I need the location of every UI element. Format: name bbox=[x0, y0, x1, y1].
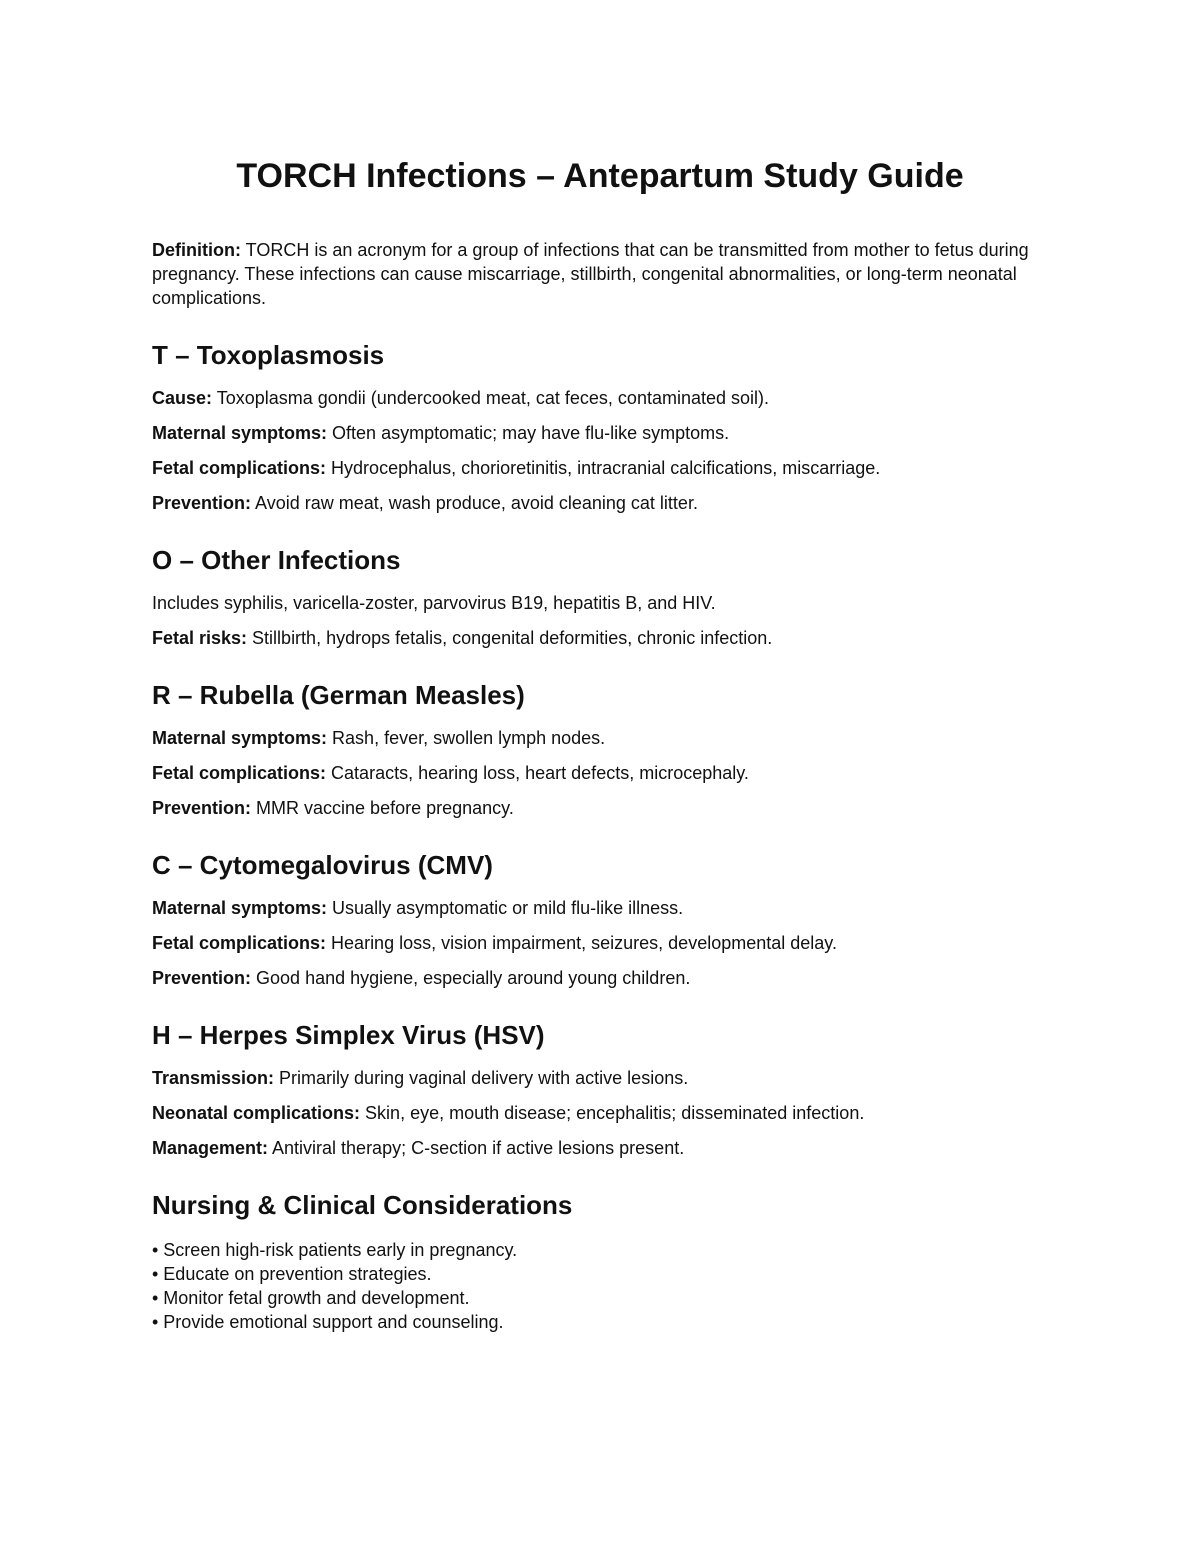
line-label: Prevention: bbox=[152, 968, 252, 988]
section-herpes-simplex bbox=[152, 1018, 1052, 1160]
document-page bbox=[152, 150, 1052, 1334]
line-label: Maternal symptoms: bbox=[152, 423, 328, 443]
section-line bbox=[152, 626, 1052, 650]
line-text: Skin, eye, mouth disease; encephalitis; disseminated infection. bbox=[360, 1103, 865, 1123]
line-text: MMR vaccine before pregnancy. bbox=[251, 798, 514, 818]
section-line bbox=[152, 1136, 1052, 1160]
page-title: TORCH Infections – Antepartum Study Guide bbox=[236, 157, 964, 195]
section-rubella bbox=[152, 678, 1052, 820]
line-text: Avoid raw meat, wash produce, avoid cleaning cat litter. bbox=[251, 493, 698, 513]
line-label: Fetal complications: bbox=[152, 458, 327, 478]
section-line bbox=[152, 591, 1052, 615]
line-label: Fetal complications: bbox=[152, 933, 327, 953]
list-item: • Provide emotional support and counseling. bbox=[152, 1312, 504, 1332]
line-text: Antiviral therapy; C-section if active lesions present. bbox=[268, 1138, 685, 1158]
line-text: Rash, fever, swollen lymph nodes. bbox=[327, 728, 606, 748]
line-text: Usually asymptomatic or mild flu-like illness. bbox=[327, 898, 684, 918]
section-nursing-considerations bbox=[152, 1188, 1052, 1334]
section-line bbox=[152, 966, 1052, 990]
line-text: Often asymptomatic; may have flu-like symptoms. bbox=[327, 423, 730, 443]
section-heading: O – Other Infections bbox=[152, 545, 401, 575]
section-heading: R – Rubella (German Measles) bbox=[152, 680, 525, 710]
section-line bbox=[152, 726, 1052, 750]
section-heading: H – Herpes Simplex Virus (HSV) bbox=[152, 1020, 545, 1050]
section-cytomegalovirus bbox=[152, 848, 1052, 990]
line-label: Cause: bbox=[152, 388, 213, 408]
section-line bbox=[152, 456, 1052, 480]
section-line bbox=[152, 931, 1052, 955]
section-line bbox=[152, 1101, 1052, 1125]
line-text: Includes syphilis, varicella-zoster, parvovirus B19, hepatitis B, and HIV. bbox=[152, 593, 716, 613]
line-label: Maternal symptoms: bbox=[152, 898, 328, 918]
line-label: Fetal complications: bbox=[152, 763, 327, 783]
line-label: Prevention: bbox=[152, 798, 252, 818]
line-label: Maternal symptoms: bbox=[152, 728, 328, 748]
line-text: Hydrocephalus, chorioretinitis, intracranial calcifications, miscarriage. bbox=[326, 458, 881, 478]
line-label: Prevention: bbox=[152, 493, 252, 513]
line-text: Primarily during vaginal delivery with active lesions. bbox=[274, 1068, 689, 1088]
section-line bbox=[152, 386, 1052, 410]
section-line bbox=[152, 491, 1052, 515]
list-item: • Screen high-risk patients early in pregnancy. bbox=[152, 1240, 518, 1260]
line-text: Cataracts, hearing loss, heart defects, microcephaly. bbox=[326, 763, 749, 783]
list-item: • Monitor fetal growth and development. bbox=[152, 1288, 470, 1308]
definition-label: Definition: bbox=[152, 240, 241, 260]
definition-text: TORCH is an acronym for a group of infections that can be transmitted from mother to fetus during pregnancy. These infections can cause miscarriage, stillbirth, congenital abnormalities, or long-term neonatal complications. bbox=[152, 240, 1029, 308]
line-text: Good hand hygiene, especially around young children. bbox=[251, 968, 691, 988]
section-line bbox=[152, 1066, 1052, 1090]
definition-paragraph bbox=[152, 238, 1052, 310]
line-text: Hearing loss, vision impairment, seizures, developmental delay. bbox=[326, 933, 837, 953]
section-line bbox=[152, 761, 1052, 785]
line-text: Toxoplasma gondii (undercooked meat, cat feces, contaminated soil). bbox=[212, 388, 770, 408]
section-line bbox=[152, 421, 1052, 445]
section-heading: Nursing & Clinical Considerations bbox=[152, 1190, 573, 1220]
bullet-list bbox=[152, 1238, 1052, 1334]
section-toxoplasmosis bbox=[152, 338, 1052, 515]
list-item: • Educate on prevention strategies. bbox=[152, 1264, 432, 1284]
line-text: Stillbirth, hydrops fetalis, congenital deformities, chronic infection. bbox=[247, 628, 773, 648]
section-line bbox=[152, 796, 1052, 820]
section-heading: C – Cytomegalovirus (CMV) bbox=[152, 850, 493, 880]
line-label: Management: bbox=[152, 1138, 269, 1158]
line-label: Neonatal complications: bbox=[152, 1103, 361, 1123]
line-label: Fetal risks: bbox=[152, 628, 248, 648]
line-label: Transmission: bbox=[152, 1068, 275, 1088]
section-heading: T – Toxoplasmosis bbox=[152, 340, 385, 370]
section-other-infections bbox=[152, 543, 1052, 650]
section-line bbox=[152, 896, 1052, 920]
